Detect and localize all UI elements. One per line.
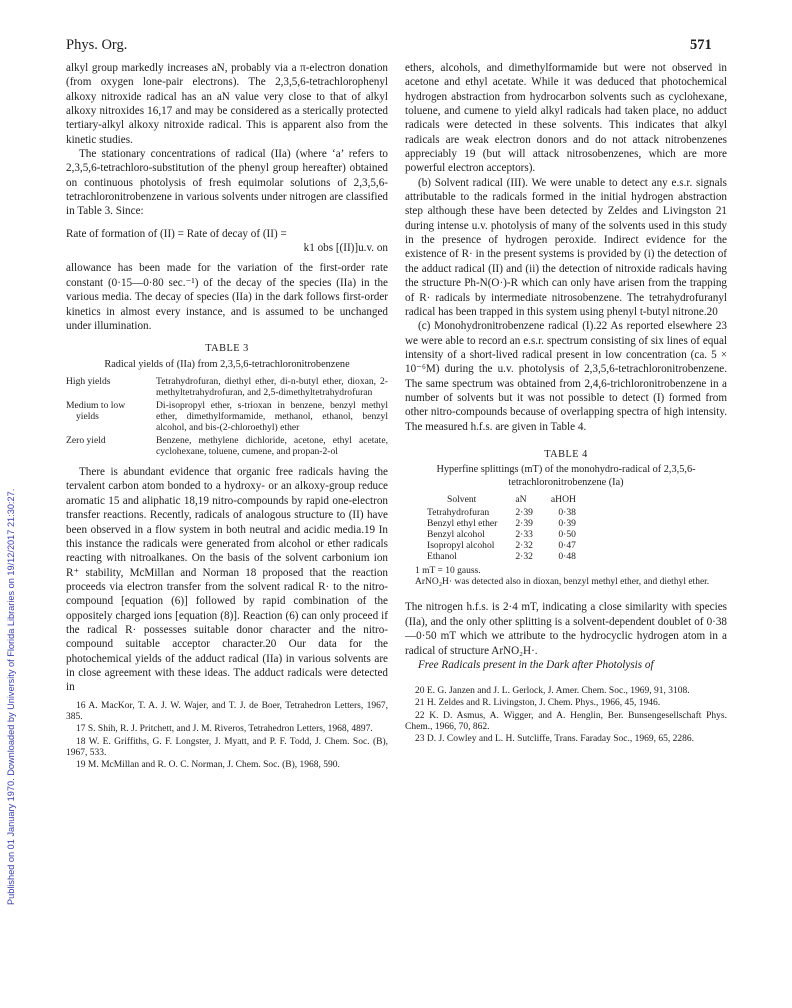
table-cell: Isopropyl alcohol: [427, 540, 495, 552]
table-cell-category: Zero yield: [66, 435, 106, 447]
table-cell-solvents: Tetrahydrofuran, diethyl ether, di-n-butyl ether, dioxan, 2-methyltetrahydrofuran, and 2,5-dimethyltetrahydrofuran: [156, 376, 388, 399]
table-cell-solvents: Di-isopropyl ether, s-trioxan in benzene, benzyl methyl ether, dimethylformamide, methanol, ethanol, benzyl alcohol, and bis-(2-chloroethyl) ether: [156, 400, 388, 434]
table-cell: 0·48: [558, 551, 576, 563]
table-cell: 2·32: [515, 540, 533, 552]
left-paragraph-4: There is abundant evidence that organic free radicals having the tervalent carbon atom bonded to a hydroxy- or an alkoxy-group reduce aromatic 15 and aliphatic 18,19 nitro-compounds by rapid one-electron transfer reactions. Recently, radicals of analogous structure to (II) have been observed in a flow system in both neutral and acidic media.19 In this instance the radicals were generated from alcohol or ether radicals reacting with nitroalkanes. On the basis of the solvent carbonium ion R⁺ stability, McMillan and Norman 18 proposed that the reaction proceeds via electron transfer from the solvent radical R· to the nitro-compound [equation (6)] followed by rapid combination of the oppositely charged ions [equation (8)]. Reaction (6) can only proceed if the radical R· possesses suitable donor character and the nitro-compound suitable acceptor character.20 Our data for the photochemical yields of the adduct radical (IIa) in various solvents are in close agreement with these ideas. The adduct radicals were detected in: [66, 466, 388, 694]
table-4: [427, 494, 594, 562]
table-cell: Benzyl ethyl ether: [427, 518, 498, 530]
table-cell: 0·50: [558, 529, 576, 541]
right-paragraph-3: (c) Monohydronitrobenzene radical (I).22 As reported elsewhere 23 we were able to record an e.s.r. spectrum consisting of six lines of equal intensity of a short-lived radical present in low concentration (ca. 5 × 10⁻⁶M) during the u.v. photolysis of 2,3,5,6-tetrachloronitrobenzene. The same spectrum was obtained from 2,4,6-trichloronitrobenzene in a number of solvents but it was not possible to detect (I) formed from other nitro-compounds because of overlapping spectra of high intensity. The measured h.f.s. are given in Table 4.: [405, 320, 727, 433]
download-watermark[interactable]: Published on 01 January 1970. Downloaded by University of Florida Libraries on 19/12/2017 21:30:27.: [6, 488, 16, 905]
table-cell: 2·33: [515, 529, 533, 541]
table-header-row: [427, 494, 594, 507]
footnote: 19 M. McMillan and R. O. C. Norman, J. Chem. Soc. (B), 1968, 590.: [76, 760, 340, 771]
table-cell: 2·32: [515, 551, 533, 563]
table-row: [66, 376, 388, 400]
table-cell: 0·38: [558, 507, 576, 519]
table-4-note-1: 1 mT = 10 gauss.: [415, 566, 481, 577]
right-footnotes: [405, 686, 727, 745]
rate-equation-line-2: k1 obs [(II)]u.v. on: [303, 242, 388, 255]
table-cell-category: High yields: [66, 376, 111, 388]
right-column: [405, 61, 727, 747]
table-row: [66, 400, 388, 435]
table-cell: 0·47: [558, 540, 576, 552]
table-row: [427, 507, 594, 518]
table-row: [427, 529, 594, 540]
footnote: 22 K. D. Asmus, A. Wigger, and A. Henglin, Ber. Bunsengesellschaft Phys. Chem., 1966, 70, 862.: [405, 710, 727, 733]
footnote: 21 H. Zeldes and R. Livingston, J. Chem. Phys., 1966, 45, 1946.: [415, 698, 661, 709]
table-row: [66, 435, 388, 459]
column-header: aHOH: [550, 494, 576, 506]
left-paragraph-1: alkyl group markedly increases aN, probably via a π-electron donation (from oxygen lone-pair electrons). The 2,3,5,6-tetrachlorophenyl alkoxy nitroxide radical has an aN value very close to that of alkyl alkoxy nitroxides 16,17 and may be considered as a sterically protected tertiary-alkyl alkoxy nitroxide radical. This is apparent also from the kinetic studies.: [66, 62, 388, 146]
footnote: 23 D. J. Cowley and L. H. Sutcliffe, Trans. Faraday Soc., 1969, 65, 2286.: [415, 734, 695, 745]
table-cell-category: Medium to low yields: [66, 400, 126, 423]
table-4-note-2: ArNO₂H· was detected also in dioxan, benzyl methyl ether, and diethyl ether.: [415, 577, 710, 588]
left-paragraph-3: allowance has been made for the variation of the first-order rate constant (0·15—0·80 sec.⁻¹) of the decay of the species (IIa) in the various media. The decay of species (IIa) in the dark follows first-order kinetics in almost every instance, and is assumed to be unchanged under illumination.: [66, 262, 388, 332]
table-cell: 0·39: [558, 518, 576, 530]
rate-equation-line-1: Rate of formation of (II) = Rate of decay of (II) =: [66, 227, 287, 240]
footnote: 16 A. MacKor, T. A. J. W. Wajer, and T. J. de Boer, Tetrahedron Letters, 1967, 385.: [66, 700, 388, 722]
table-3-caption: TABLE 3: [205, 343, 249, 355]
table-cell: Tetrahydrofuran: [427, 507, 490, 519]
left-footnotes: [66, 701, 388, 772]
table-cell: Ethanol: [427, 551, 457, 563]
table-3-title: Radical yields of (IIa) from 2,3,5,6-tetrachloronitrobenzene: [104, 358, 350, 370]
table-row: [427, 518, 594, 529]
left-column: [66, 61, 388, 772]
running-header-journal: Phys. Org.: [66, 37, 128, 53]
table-cell: Benzyl alcohol: [427, 529, 485, 541]
right-paragraph-1: ethers, alcohols, and dimethylformamide but were not observed in acetone and ethyl acetate. While it was deduced that photochemical hydrogen abstraction from hydrocarbon solvents such as cyclohexane, toluene, and cumene to yield alkyl radicals had taken place, no adduct radicals were detected in these solvents. This indicates that alkyl radicals are weak electron donors and do not attack nitrobenzenes appreciably 19 (but will attack nitrosobenzenes, which are more powerful electron acceptors).: [405, 62, 727, 175]
footnote: 17 S. Shih, R. J. Pritchett, and J. M. Riveros, Tetrahedron Letters, 1968, 4897.: [76, 724, 373, 735]
table-4-title: Hyperfine splittings (mT) of the monohydro-radical of 2,3,5,6-tetrachloronitrobenzene (Ia): [436, 464, 696, 488]
left-paragraph-2: The stationary concentrations of radical (IIa) (where ‘a’ refers to 2,3,5,6-tetrachloro-substitution of the phenyl group hereafter) obtained on continuous photolysis of fresh equimolar solutions of 2,3,5,6-tetrachloronitrobenzene in various solvents under nitrogen are classified in Table 3. Since:: [66, 148, 388, 218]
column-header: aN: [515, 494, 527, 506]
spacer: [405, 588, 727, 600]
table-cell: 2·39: [515, 507, 533, 519]
table-cell: 2·39: [515, 518, 533, 530]
section-heading-free-radicals: Free Radicals present in the Dark after Photolysis of: [418, 658, 654, 671]
column-header: Solvent: [447, 494, 477, 506]
table-3: [66, 376, 388, 459]
page-number: 571: [690, 37, 712, 53]
footnote: 20 E. G. Janzen and J. L. Gerlock, J. Amer. Chem. Soc., 1969, 91, 3108.: [415, 686, 690, 697]
table-row: [427, 551, 594, 562]
table-4-caption: TABLE 4: [544, 448, 588, 460]
right-paragraph-2: (b) Solvent radical (III). We were unable to detect any e.s.r. signals attributable to the radicals formed in the initial hydrogen abstraction step although these have been detected by Zeldes and Livingston 21 during intense u.v. photolysis of many of the solvents used in this study in the presence of hydrogen peroxide. Indirect evidence for the existence of R· in the present systems is provided by (i) the detection of the adduct radical (II) and (ii) the detection of nitroxide radicals having the structure Ph-N(O·)-R which can only have arisen from the trapping of R· radicals by intermediate nitrosobenzene. The tetrahydrofuranyl radical has been trapped in this system using phenyl t-butyl nitrone.20: [405, 176, 727, 318]
table-cell-solvents: Benzene, methylene dichloride, acetone, ethyl acetate, cyclohexane, toluene, cumene, and propan-2-ol: [156, 435, 388, 458]
table-row: [427, 540, 594, 551]
footnote: 18 W. E. Griffiths, G. F. Longster, J. Myatt, and P. F. Todd, J. Chem. Soc. (B), 1967, 533.: [66, 736, 388, 758]
right-paragraph-4: The nitrogen h.f.s. is 2·4 mT, indicating a close similarity with species (IIa), and the only other splitting is a solvent-dependent doublet of 0·38—0·50 mT which we attribute to the hydrocyclic hydrogen atom in a radical of structure ArNO₂H·.: [405, 601, 727, 657]
